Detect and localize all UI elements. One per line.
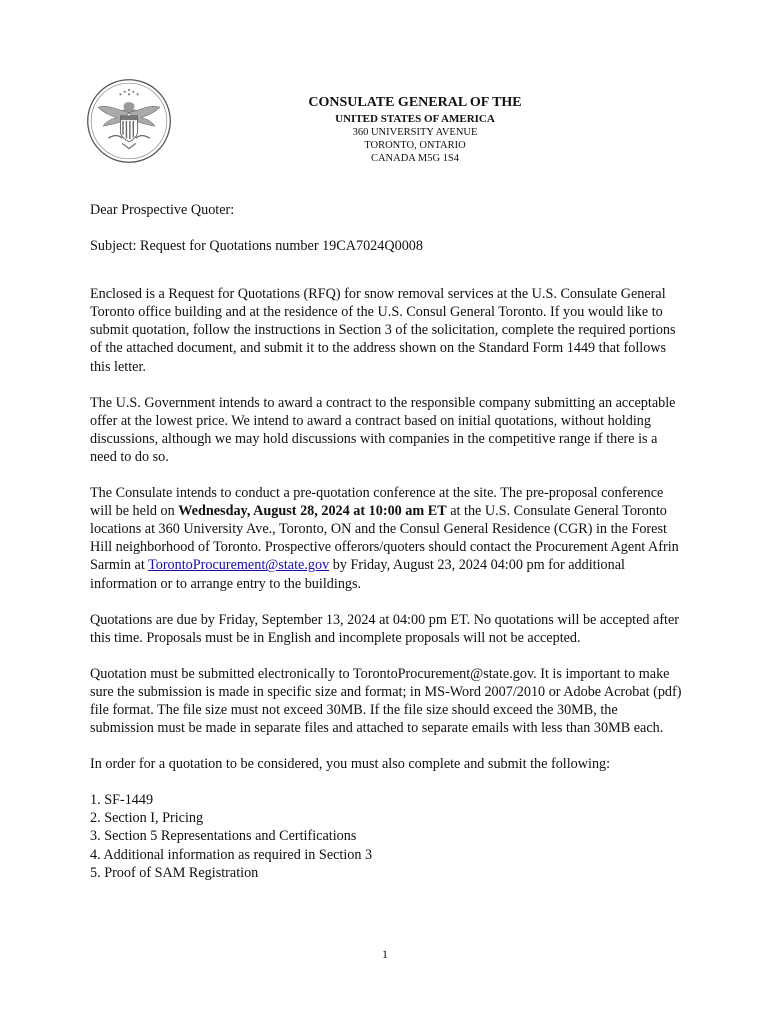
conference-text-c: at the U.S. Consulate General Toronto locations at 360 University Ave., Toronto, ON and the Consul General Residence (CGR) in the Forest Hill neighborhood of Toronto. Prospective offerors/quoters should contact the Procurement Agent Afrin Sarmin at xyxy=(90,503,679,574)
letterhead-title: CONSULATE GENERAL OF THE xyxy=(308,95,522,110)
list-item: 2. Section I, Pricing xyxy=(90,810,204,827)
subject-line: Subject: Request for Quotations number 19CA7024Q0008 xyxy=(90,238,423,255)
letterhead xyxy=(240,94,590,165)
paragraph-submission: Quotation must be submitted electronically to TorontoProcurement@state.gov. It is important to make sure the submission is made in specific size and format; in MS-Word 2007/2010 or Adobe Acrobat (pdf) file format. The file size must not exceed 30MB. If the file size should exceed the 30MB, the submission must be made in separate files and attached to separate emails with less than 30MB each. xyxy=(90,665,682,737)
paragraph-rfq-intro: Enclosed is a Request for Quotations (RFQ) for snow removal services at the U.S. Consulate General Toronto office building and at the residence of the U.S. Consul General Toronto. If you would like to submit quotation, follow the instructions in Section 3 of the solicitation, complete the required portions of the attached document, and submit it to the address shown on the Standard Form 1449 that follows this letter. xyxy=(90,286,676,375)
conference-text-a: The Consulate intends to conduct a pre-quotation conference at the site. The pre-proposal conference will be held on xyxy=(90,485,664,520)
paragraph-conference xyxy=(90,484,682,593)
letterhead-subtitle: UNITED STATES OF AMERICA xyxy=(335,113,495,125)
letter-body xyxy=(90,201,682,882)
paragraph-award: The U.S. Government intends to award a contract to the responsible company submitting an acceptable offer at the lowest price. We intend to award a contract based on initial quotations, without holding discussions, although we may hold discussions with companies in the competitive range if there is a need to do so. xyxy=(90,394,676,465)
list-item: 1. SF-1449 xyxy=(90,792,154,809)
salutation: Dear Prospective Quoter: xyxy=(90,202,235,218)
procurement-email-link[interactable]: TorontoProcurement@state.gov xyxy=(148,557,330,574)
list-item: 3. Section 5 Representations and Certifications xyxy=(90,828,357,845)
paragraph-deadline: Quotations are due by Friday, September 13, 2024 at 04:00 pm ET. No quotations will be accepted after this time. Proposals must be in English and incomplete proposals will not be accepted. xyxy=(90,611,680,646)
list-item: 5. Proof of SAM Registration xyxy=(90,864,259,881)
list-item: 4. Additional information as required in Section 3 xyxy=(90,846,373,863)
page-number: 1 xyxy=(382,947,388,961)
paragraph-requirements: In order for a quotation to be considered, you must also complete and submit the following: xyxy=(90,756,611,773)
letterhead-street: 360 UNIVERSITY AVENUE xyxy=(352,127,478,138)
conference-date: Wednesday, August 28, 2024 at 10:00 am ET xyxy=(178,503,447,520)
us-great-seal-icon xyxy=(86,78,172,164)
conference-text-d: by Friday, August 23, 2024 04:00 pm for additional information or to arrange entry to the buildings. xyxy=(90,557,625,592)
letterhead-city: TORONTO, ONTARIO xyxy=(364,140,466,151)
letterhead-postal: CANADA M5G 1S4 xyxy=(370,153,460,164)
